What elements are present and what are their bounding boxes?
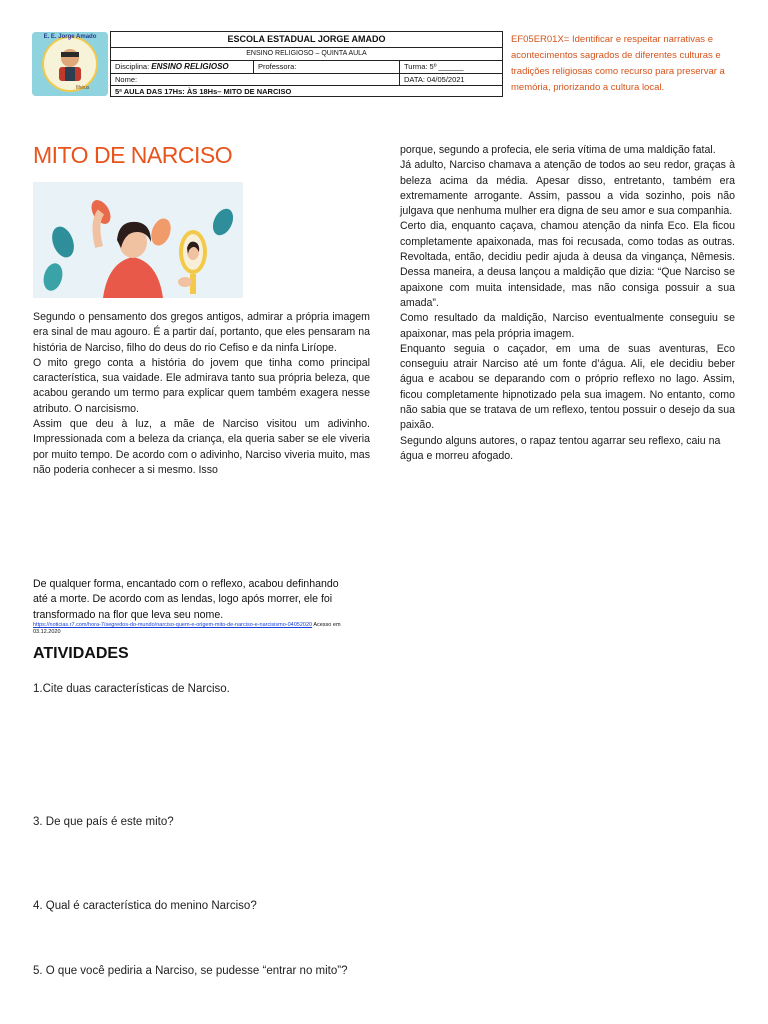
source-citation (33, 622, 353, 636)
header-row-name (111, 74, 502, 86)
page-title: MITO DE NARCISO (33, 142, 233, 168)
logo-text: E. E. Jorge Amado (43, 34, 97, 40)
discipline-label: Disciplina: (115, 62, 150, 71)
header-row-subtitle (111, 48, 502, 61)
narcissus-illustration (33, 182, 243, 298)
paragraph: Já adulto, Narciso chamava a atenção de todos ao seu redor, graças à beleza acima da média. Apesar disso, entretanto, também era extremamente arrogante. Assim, passou a vida sozinho, pois não julgava que nenhuma mulher era digna de seu amor e sua companhia. (400, 159, 735, 218)
text-column-right (400, 143, 735, 464)
paragraph: O mito grego conta a história do jovem que tinha como principal característica, sua vaidade. Ele admirava tanto sua própria beleza, que acabou gerando um termo para explicar quem também exagera nesse atributo. O narcisismo. (33, 356, 370, 415)
lesson-info: 5ª AULA DAS 17Hs: ÀS 18Hs– MITO DE NARCISO (115, 87, 292, 96)
paragraph: Enquanto seguia o caçador, em uma de suas aventuras, Eco conseguiu atrair Narciso até um fonte d’água. Ali, ele decidiu beber água e acabou se deparando com o próprio reflexo no lago. Assim, ficou completamente hipnotizado pela sua imagem. No entanto, como não sabia que se tratava de um reflexo, tentou possuir o desejo da sua paixão. (400, 342, 735, 432)
paragraph: Certo dia, enquanto caçava, chamou atenção da ninfa Eco. Ela ficou completamente apaixonada, mas foi recusada, como todas as outras. Revoltada, então, decidiu pedir ajuda à deusa da vingança, Nêmesis. Dessa maneira, a deusa lançou a maldição que dizia: “Que Narciso se apaixone com muita intensidade, mas não consiga possuir a sua amada”. (400, 220, 735, 309)
course-subtitle: ENSINO RELIGIOSO – QUINTA AULA (246, 50, 367, 57)
discipline-cell (111, 61, 253, 73)
paragraph: Assim que deu à luz, a mãe de Narciso visitou um adivinho. Impressionada com a beleza da criança, ela queria saber se ele viveria por muito tempo. De acordo com o adivinho, Narciso viveria muito, mas não poderia conhecer a si mesmo. Isso (33, 418, 370, 476)
source-link[interactable]: https://noticias.r7.com/hora-7/segredos-do-mundo/narciso-quem-e-origem-mito-de-narciso-e-narcisismo-04052020 (33, 622, 313, 628)
school-logo (32, 32, 108, 96)
header-row-lesson (111, 86, 502, 98)
logo-subtext: Ilhéus (76, 85, 90, 91)
learning-objective: EF05ER01X= Identificar e respeitar narrativas e acontecimentos sagrados de diferentes culturas e tradições religiosas como recurso para preservar a memória, priorizando a cultura local. (511, 34, 725, 93)
school-name: ESCOLA ESTADUAL JORGE AMADO (227, 34, 386, 44)
date-field: DATA: 04/05/2021 (399, 74, 502, 85)
text-column-left (33, 310, 370, 478)
paragraph: Segundo alguns autores, o rapaz tentou agarrar seu reflexo, caiu na água e morreu afogado. (400, 434, 721, 462)
name-field[interactable]: Nome: (115, 75, 138, 84)
header-table (110, 31, 503, 97)
teacher-field[interactable]: Professora: (253, 61, 399, 73)
header-row-school (111, 32, 502, 48)
paragraph: Como resultado da maldição, Narciso eventualmente conseguiu se apaixonar, mas pela própria imagem. (400, 312, 735, 340)
question-1: 1.Cite duas características de Narciso. (33, 683, 230, 695)
paragraph: Segundo o pensamento dos gregos antigos, admirar a própria imagem era sinal de mau agouro. É a partir daí, portanto, que eles pensaram na história de Narciso, filho do deus do rio Cefiso e da ninfa Liríope. (33, 311, 370, 354)
class-field[interactable]: Turma: 5º ______ (399, 61, 502, 73)
discipline-value: ENSINO RELIGIOSO (151, 62, 229, 71)
question-4: 4. Qual é característica do menino Narciso? (33, 900, 257, 912)
source-access-date: Acesso em 03.12.2020 (33, 622, 341, 635)
question-5: 5. O que você pediria a Narciso, se pudesse “entrar no mito”? (33, 965, 348, 977)
header-row-discipline (111, 61, 502, 74)
paragraph: porque, segundo a profecia, ele seria vítima de uma maldição fatal. (400, 144, 716, 156)
activities-heading: ATIVIDADES (33, 645, 129, 662)
ending-paragraph: De qualquer forma, encantado com o reflexo, acabou definhando até a morte. De acordo com as lendas, logo após morrer, ele foi transformado na flor que leva seu nome. (33, 578, 339, 621)
question-3: 3. De que país é este mito? (33, 816, 174, 828)
